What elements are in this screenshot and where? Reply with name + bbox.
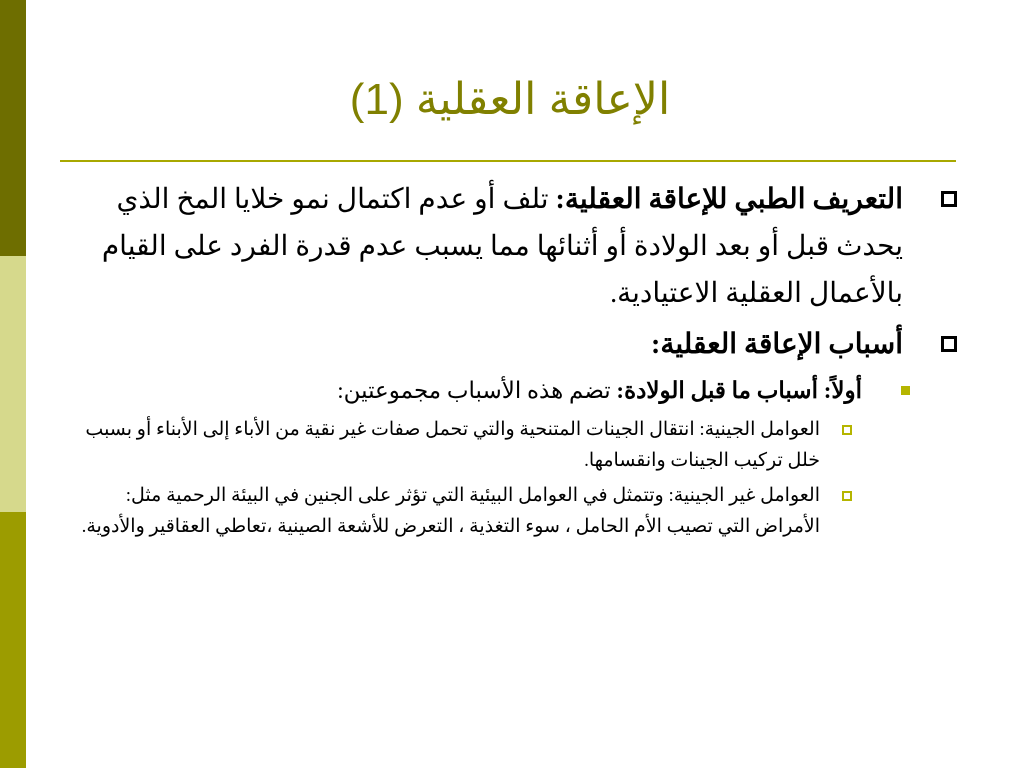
hollow-square-bullet-icon [941, 336, 957, 352]
causes-label: أسباب الإعاقة العقلية: [651, 329, 903, 360]
small-hollow-square-bullet-icon [842, 491, 852, 501]
sub-sub-bullet-genetic [60, 414, 965, 476]
definition-label: التعريف الطبي للإعاقة العقلية: [555, 184, 903, 215]
prenatal-text: تضم هذه الأسباب مجموعتين: [337, 378, 617, 403]
filled-square-bullet-icon [901, 386, 910, 395]
bullet-definition [60, 176, 965, 317]
non-genetic-factors-text: العوامل غير الجينية: وتتمثل في العوامل البيئية التي تؤثر على الجنين في البيئة الرحمية مثل: الأمراض التي تصيب الأم الحامل ، سوء التغذية ، التعرض للأشعة الصينية ،تعاطي العقاقير والأدوية. [81, 485, 820, 537]
slide-title: الإعاقة العقلية (1) [349, 75, 671, 124]
sub-bullet-prenatal [60, 372, 965, 410]
prenatal-label: أولاً: أسباب ما قبل الولادة: [616, 378, 862, 403]
sidebar-bar-bottom [0, 512, 26, 768]
bullet-causes [60, 321, 965, 368]
hollow-square-bullet-icon [941, 191, 957, 207]
sub-sub-bullet-non-genetic [60, 480, 965, 542]
slide-body [60, 176, 965, 542]
small-hollow-square-bullet-icon [842, 425, 852, 435]
sidebar-bar-middle [0, 256, 26, 512]
genetic-factors-text: العوامل الجينية: انتقال الجينات المتنحية والتي تحمل صفات غير نقية من الأباء إلى الأبناء أو بسبب خلل تركيب الجينات وانقسامها. [85, 419, 820, 471]
sidebar-bar-top [0, 0, 26, 256]
title-divider [60, 160, 956, 162]
definition-text: تلف أو عدم اكتمال نمو خلايا المخ الذي يحدث قبل أو بعد الولادة أو أثنائها مما يسبب عدم قدرة الفرد على القيام بالأعمال العقلية الاعتيادية. [101, 184, 903, 309]
